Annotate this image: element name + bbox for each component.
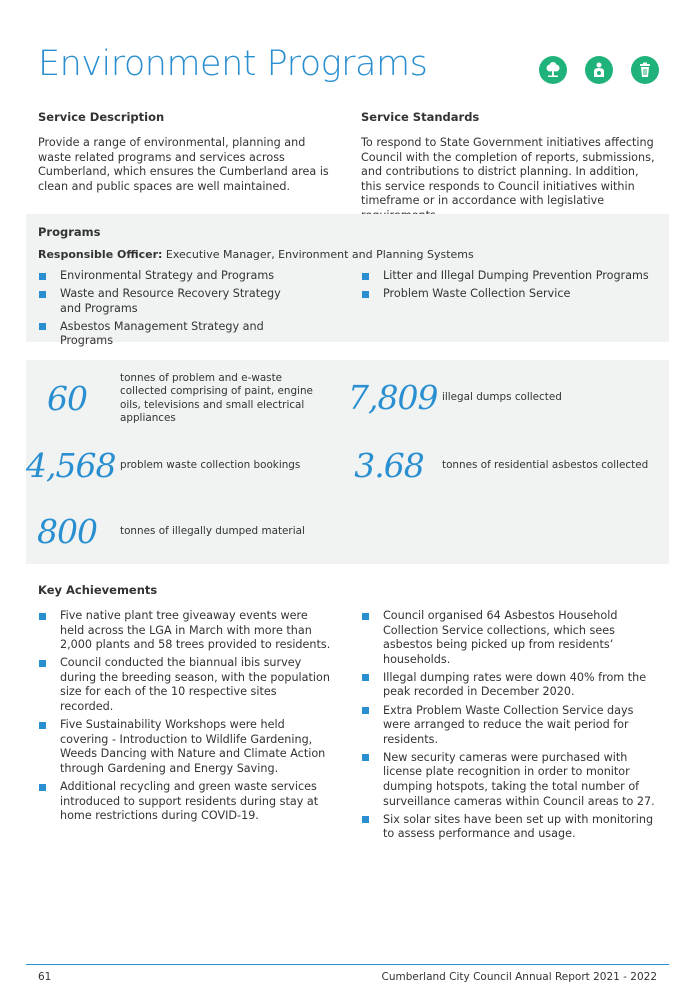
bullet [39, 660, 46, 667]
list-item: Asbestos Management Strategy and Programs [38, 320, 303, 349]
trash-bin-icon [631, 56, 659, 84]
bullet [362, 707, 369, 714]
stat-label: tonnes of residential asbestos collected [442, 458, 649, 471]
responsible-officer-value: Executive Manager, Environment and Planning Systems [165, 248, 474, 261]
stat-illegal-dumps [348, 378, 652, 417]
programs-heading: Programs [38, 225, 101, 239]
stat-value: 3.68 [354, 446, 424, 485]
responsible-officer-label: Responsible Officer: [38, 248, 163, 261]
list-item: Five native plant tree giveaway events were held across the LGA in March with more than 2,000 plants and 58 trees provided to residents. [38, 609, 333, 653]
stat-label: illegal dumps collected [442, 390, 562, 403]
report-title: Cumberland City Council Annual Report 2021 - 2022 [381, 971, 657, 983]
key-achievements-heading: Key Achievements [38, 583, 158, 597]
stat-value: 4,568 [26, 446, 116, 485]
bullet [362, 273, 369, 280]
service-description [38, 110, 338, 194]
list-item: Six solar sites have been set up with monitoring to assess performance and usage. [361, 813, 661, 842]
stat-value: 800 [37, 512, 97, 551]
service-standards [361, 110, 661, 224]
programs-list-left [38, 269, 303, 352]
service-description-heading: Service Description [38, 110, 165, 124]
footer-divider [26, 964, 669, 965]
achievements-list-left [38, 609, 333, 827]
header-icons [539, 56, 659, 84]
bullet [39, 722, 46, 729]
responsible-officer [38, 248, 474, 261]
tree-icon [539, 56, 567, 84]
programs-list-right [361, 269, 661, 305]
list-item: Environmental Strategy and Programs [38, 269, 303, 284]
list-item: Council organised 64 Asbestos Household Collection Service collections, which sees asbestos being picked up from residents’ households. [361, 609, 661, 667]
bullet [362, 816, 369, 823]
list-item: New security cameras were purchased with license plate recognition in order to monitor dumping hotspots, taking the total number of surveillance cameras within Council areas to 27. [361, 751, 661, 809]
stat-label: tonnes of problem and e-waste collected comprising of paint, engine oils, televisions and small electrical appliances [120, 372, 313, 425]
service-standards-heading: Service Standards [361, 110, 480, 124]
bullet [39, 273, 46, 280]
list-item: Council conducted the biannual ibis survey during the breeding season, with the population size for each of the 10 respective sites recorded. [38, 656, 333, 714]
bullet [362, 613, 369, 620]
page-title: Environment Programs [38, 44, 428, 84]
stat-collection-bookings [26, 446, 330, 485]
stat-value: 7,809 [348, 378, 438, 417]
stat-label: problem waste collection bookings [120, 458, 301, 471]
bullet [39, 291, 46, 298]
stat-value: 60 [47, 379, 87, 419]
list-item: Extra Problem Waste Collection Service days were arranged to reduce the wait period for residents. [361, 704, 661, 748]
page-number: 61 [38, 971, 52, 983]
person-recycle-icon [585, 56, 613, 84]
service-standards-text: To respond to State Government initiatives affecting Council with the completion of reports, submissions, and contributions to district planning. In addition, this service responds to Council initiatives within timeframe or in accordance with legislative [361, 136, 655, 208]
bullet [362, 291, 369, 298]
service-description-text: Provide a range of environmental, planning and waste related programs and services across Cumberland, which ensures the Cumberland area is clean and public spaces are well maintained. [38, 136, 329, 193]
bullet [362, 754, 369, 761]
list-item: Illegal dumping rates were down 40% from the peak recorded in December 2020. [361, 671, 661, 700]
list-item: Additional recycling and green waste services introduced to support residents during stay at home restrictions during COVID-19. [38, 780, 333, 824]
list-item: Problem Waste Collection Service [361, 287, 661, 302]
bullet [362, 674, 369, 681]
achievements-list-right [361, 609, 661, 845]
statistics-panel [26, 360, 669, 564]
bullet [39, 784, 46, 791]
stat-problem-waste-tonnes [26, 372, 330, 426]
bullet [39, 323, 46, 330]
stat-label: tonnes of illegally dumped material [120, 524, 305, 537]
list-item: Waste and Resource Recovery Strategy and Programs [38, 287, 303, 316]
list-item: Five Sustainability Workshops were held covering - Introduction to Wildlife Gardening, Weeds Dancing with Nature and Climate Action through Gardening and Energy Saving. [38, 718, 333, 776]
programs-panel [26, 214, 669, 348]
list-item: Litter and Illegal Dumping Prevention Programs [361, 269, 661, 284]
stat-dumped-material [26, 512, 330, 551]
bullet [39, 613, 46, 620]
stat-asbestos-tonnes [348, 446, 652, 485]
